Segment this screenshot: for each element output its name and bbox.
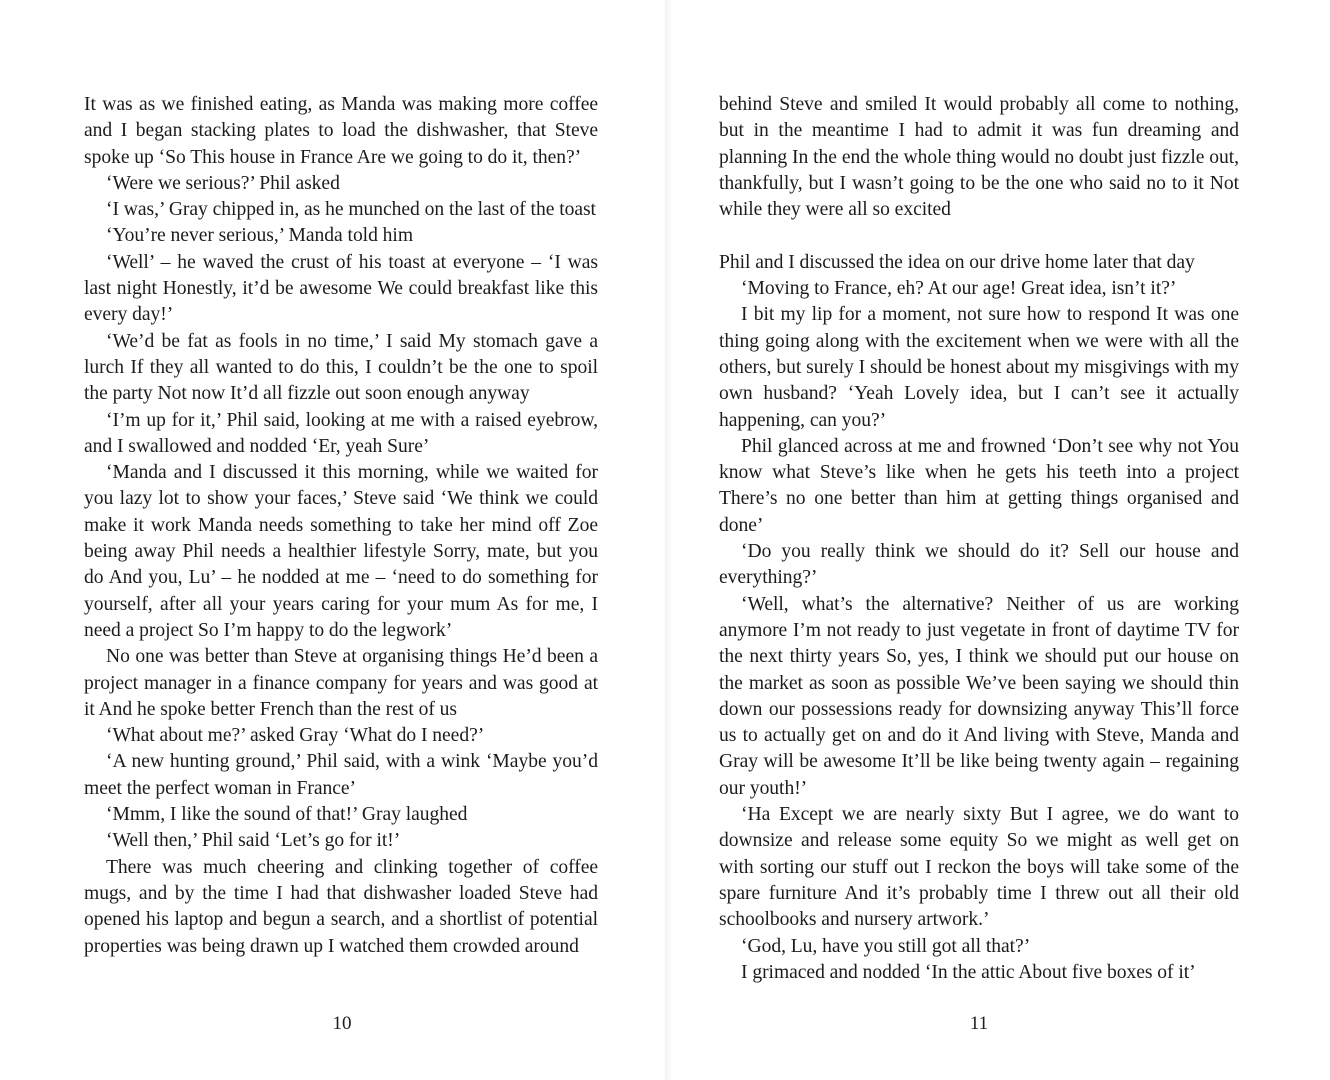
- paragraph: Phil and I discussed the idea on our drive home later that day: [719, 251, 1195, 273]
- paragraph: ‘I’m up for it,’ Phil said, looking at me with a raised eyebrow, and I swallowed and nodded ‘Er, yeah Sure’: [84, 409, 598, 457]
- paragraph: It was as we finished eating, as Manda was making more coffee and I began stacking plates to load the dishwasher, that Steve spoke up ‘So This house in France Are we going to do it, then?’: [84, 94, 598, 168]
- paragraph: ‘Mmm, I like the sound of that!’ Gray laughed: [106, 804, 468, 826]
- paragraph: ‘A new hunting ground,’ Phil said, with a wink ‘Maybe you’d meet the perfect woman in France’: [84, 751, 598, 799]
- page-number: 10: [332, 1013, 352, 1034]
- paragraph: ‘You’re never serious,’ Manda told him: [106, 225, 414, 247]
- paragraph: ‘Were we serious?’ Phil asked: [106, 172, 340, 194]
- page-number: 11: [969, 1013, 989, 1034]
- right-page-text: [719, 92, 1239, 986]
- paragraph: No one was better than Steve at organising things He’d been a project manager in a finance company for years and was good at it And he spoke better French than the rest of us: [84, 646, 598, 720]
- paragraph: ‘Well, what’s the alternative? Neither of us are working anymore I’m not ready to just vegetate in front of daytime TV for the next thirty years So, yes, I think we should put our house on the market as soon as possible We’ve been saying we should thin down our possessions ready for downsizing anyway This’ll force us to actually get on and do it And living with Steve, Manda and Gray will be awesome It’ll be like being twenty again – regaining our youth!’: [719, 593, 1239, 799]
- right-page: [665, 0, 1330, 1080]
- left-page-text: [84, 92, 598, 960]
- paragraph: ‘Ha Except we are nearly sixty But I agree, we do want to downsize and release some equity So we might as well get on with sorting our stuff out I reckon the boys will take some of the spare furniture And it’s probably time I threw out all their old schoolbooks and nursery artwork.’: [719, 804, 1239, 931]
- paragraph: There was much cheering and clinking together of coffee mugs, and by the time I had that dishwasher loaded Steve had opened his laptop and begun a search, and a shortlist of potential properties was being drawn up I watched them crowded around: [84, 856, 598, 957]
- paragraph: ‘God, Lu, have you still got all that?’: [741, 935, 1031, 957]
- paragraph: Phil glanced across at me and frowned ‘Don’t see why not You know what Steve’s like when he gets his teeth into a project There’s no one better than him at getting things organised and done’: [719, 435, 1239, 536]
- paragraph: ‘I was,’ Gray chipped in, as he munched on the last of the toast: [106, 199, 596, 221]
- paragraph: ‘Moving to France, eh? At our age! Great idea, isn’t it?’: [741, 278, 1177, 300]
- paragraph: ‘Do you really think we should do it? Sell our house and everything?’: [719, 541, 1239, 589]
- paragraph: ‘We’d be fat as fools in no time,’ I said My stomach gave a lurch If they all wanted to do this, I couldn’t be the one to spoil the party Not now It’d all fizzle out soon enough anyway: [84, 330, 598, 405]
- paragraph: ‘Well then,’ Phil said ‘Let’s go for it!’: [106, 830, 401, 852]
- paragraph: I bit my lip for a moment, not sure how to respond It was one thing going along with the excitement when we were with all the others, but surely I should be honest about my misgivings with my own husband? ‘Yeah Lovely idea, but I can’t see it actually happening, can you?’: [719, 304, 1239, 431]
- paragraph: I grimaced and nodded ‘In the attic About five boxes of it’: [741, 961, 1196, 983]
- paragraph: ‘Well’ – he waved the crust of his toast at everyone – ‘I was last night Honestly, it’d be awesome We could breakfast like this every day!’: [84, 251, 598, 326]
- paragraph: behind Steve and smiled It would probably all come to nothing, but in the meantime I had to admit it was fun dreaming and planning In the end the whole thing would no doubt just fizzle out, thankfully, but I wasn’t going to be the one who said no to it Not while they were all so excited: [719, 94, 1239, 221]
- paragraph: ‘What about me?’ asked Gray ‘What do I need?’: [106, 725, 485, 747]
- paragraph: ‘Manda and I discussed it this morning, while we waited for you lazy lot to show your faces,’ Steve said ‘We think we could make it work Manda needs something to take her mind off Zoe being away Phil needs a healthier lifestyle Sorry, mate, but you do And you, Lu’ – he nodded at me – ‘need to do something for yourself, after all your years caring for your mum As for me, I need a project So I’m happy to do the legwork’: [84, 462, 598, 641]
